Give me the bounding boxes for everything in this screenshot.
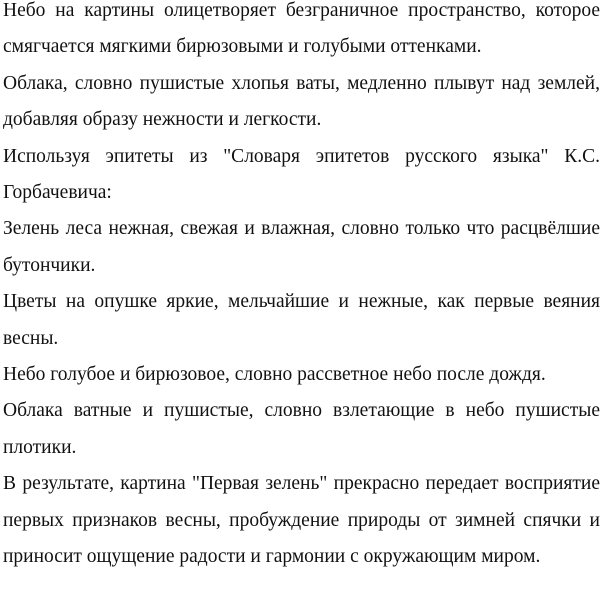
paragraph-clouds: Облака, словно пушистые хлопья ваты, медленно плывут над землей, добавляя образу нежности и легкости. [3,72,600,131]
paragraph-epithets-intro: Используя эпитеты из "Словаря эпитетов русского языка" К.С. Горбачевича: [3,145,600,204]
paragraph-flowers: Цветы на опушке яркие, мельчайшие и нежные, как первые веяния весны. [3,291,600,349]
paragraph-sky: Небо на картины олицетворяет безграничное пространство, которое смягчается мягкими бирюзовыми и голубыми оттенками. [3,0,600,58]
paragraph-sky-epithets: Небо голубое и бирюзовое, словно рассветное небо после дождя. [3,364,546,386]
paragraph-clouds-epithets: Облака ватные и пушистые, словно взлетающие в небо пушистые плотики. [3,400,600,458]
document-body [3,0,600,576]
paragraph-conclusion: В результате, картина "Первая зелень" прекрасно передает восприятие первых признаков весны, пробуждение природы от зимней спячки и приносит ощущение радости и гармонии с окружающим миром. [3,473,600,568]
paragraph-forest: Зелень леса нежная, свежая и влажная, словно только что расцвёлшие бутончики. [3,218,600,276]
